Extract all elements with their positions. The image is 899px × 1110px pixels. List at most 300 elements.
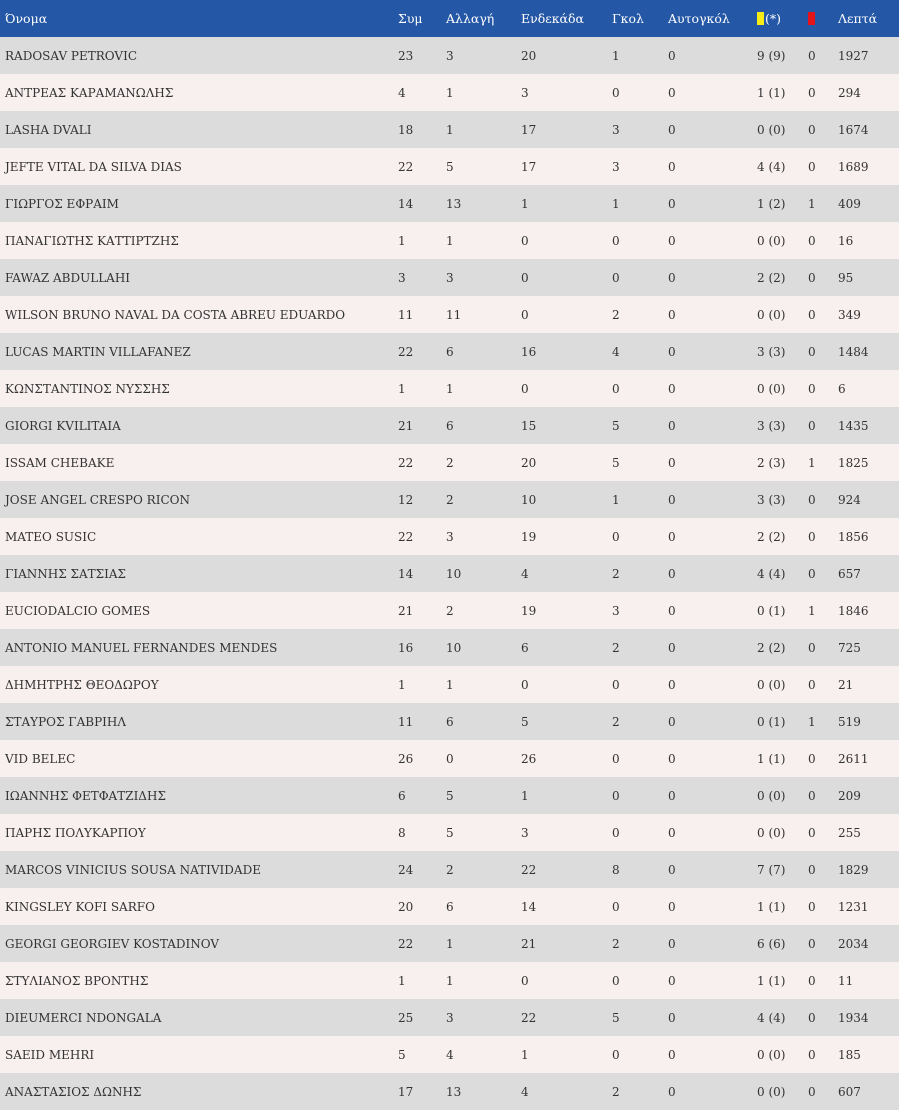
starts-cell: 4 [521,1084,529,1099]
red-cards-cell: 0 [808,973,816,988]
yellow-cards-cell: 0 (0) [757,122,786,137]
starts-cell: 20 [521,455,537,470]
table-row [0,185,899,222]
apps-cell: 8 [398,825,406,840]
starts-cell: 0 [521,307,529,322]
minutes-cell: 725 [838,640,861,655]
starts-cell: 5 [521,714,529,729]
player-name-cell[interactable]: ANTONIO MANUEL FERNANDES MENDES [5,640,278,655]
red-cards-cell: 0 [808,270,816,285]
apps-cell: 12 [398,492,414,507]
goals-cell: 0 [612,751,620,766]
red-cards-cell: 0 [808,936,816,951]
red-cards-cell: 0 [808,825,816,840]
apps-cell: 1 [398,233,406,248]
yellow-cards-cell: 9 (9) [757,48,786,63]
table-row [0,962,899,999]
player-name-cell[interactable]: DIEUMERCI NDONGALA [5,1010,162,1025]
red-cards-cell: 0 [808,899,816,914]
goals-cell: 2 [612,714,620,729]
minutes-cell: 1846 [838,603,869,618]
own-goals-cell: 0 [668,973,676,988]
red-cards-cell: 0 [808,492,816,507]
goals-cell: 3 [612,603,620,618]
yellow-cards-cell: 1 (1) [757,85,786,100]
red-cards-cell: 0 [808,529,816,544]
yellow-cards-cell: 4 (4) [757,566,786,581]
player-name-cell[interactable]: GEORGI GEORGIEV KOSTADINOV [5,936,220,951]
goals-cell: 2 [612,1084,620,1099]
starts-cell: 3 [521,85,529,100]
apps-cell: 3 [398,270,406,285]
table-row [0,1073,899,1110]
red-cards-cell: 0 [808,307,816,322]
player-name-cell[interactable]: ΓΙΑΝΝΗΣ ΣΑΤΣΙΑΣ [5,566,127,581]
yellow-cards-cell: 1 (1) [757,973,786,988]
starts-cell: 1 [521,196,529,211]
subs-cell: 1 [446,973,454,988]
subs-cell: 10 [446,566,462,581]
starts-cell: 21 [521,936,537,951]
goals-cell: 2 [612,936,620,951]
apps-cell: 11 [398,714,414,729]
starts-cell: 19 [521,529,537,544]
red-cards-cell: 1 [808,603,816,618]
subs-cell: 1 [446,381,454,396]
yellow-cards-cell: 1 (1) [757,751,786,766]
table-row [0,703,899,740]
col-header-goals[interactable]: Γκολ [612,11,644,26]
own-goals-cell: 0 [668,603,676,618]
minutes-cell: 924 [838,492,861,507]
apps-cell: 22 [398,936,414,951]
subs-cell: 13 [446,1084,462,1099]
subs-cell: 3 [446,270,454,285]
starts-cell: 0 [521,270,529,285]
starts-cell: 14 [521,899,537,914]
red-cards-cell: 0 [808,788,816,803]
subs-cell: 2 [446,455,454,470]
goals-cell: 0 [612,973,620,988]
starts-cell: 15 [521,418,537,433]
table-row [0,259,899,296]
starts-cell: 22 [521,862,537,877]
subs-cell: 5 [446,825,454,840]
yellow-cards-cell: 1 (1) [757,899,786,914]
starts-cell: 10 [521,492,537,507]
starts-cell: 26 [521,751,537,766]
yellow-cards-cell: 0 (0) [757,1084,786,1099]
yellow-header-suffix: (*) [765,11,782,26]
minutes-cell: 1934 [838,1010,869,1025]
apps-cell: 1 [398,973,406,988]
subs-cell: 10 [446,640,462,655]
minutes-cell: 1856 [838,529,869,544]
own-goals-cell: 0 [668,455,676,470]
own-goals-cell: 0 [668,85,676,100]
minutes-cell: 607 [838,1084,861,1099]
apps-cell: 4 [398,85,406,100]
own-goals-cell: 0 [668,640,676,655]
starts-cell: 1 [521,788,529,803]
apps-cell: 23 [398,48,414,63]
apps-cell: 1 [398,677,406,692]
col-header-starts[interactable]: Ενδεκάδα [521,11,584,26]
player-name-cell[interactable]: ΙΩΑΝΝΗΣ ΦΕΤΦΑΤΖΙΔΗΣ [5,788,166,803]
subs-cell: 1 [446,122,454,137]
table-row [0,370,899,407]
own-goals-cell: 0 [668,233,676,248]
subs-cell: 6 [446,344,454,359]
minutes-cell: 21 [838,677,854,692]
yellow-cards-cell: 1 (2) [757,196,786,211]
table-row [0,37,899,74]
table-row [0,629,899,666]
red-cards-cell: 0 [808,751,816,766]
starts-cell: 0 [521,973,529,988]
table-row [0,222,899,259]
table-row [0,925,899,962]
minutes-cell: 16 [838,233,854,248]
subs-cell: 6 [446,899,454,914]
apps-cell: 17 [398,1084,414,1099]
yellow-cards-cell: 4 (4) [757,1010,786,1025]
yellow-cards-cell: 2 (2) [757,529,786,544]
table-row [0,518,899,555]
table-row [0,999,899,1036]
goals-cell: 5 [612,418,620,433]
player-name-cell[interactable]: FAWAZ ABDULLAHI [5,270,131,285]
starts-cell: 20 [521,48,537,63]
subs-cell: 11 [446,307,462,322]
table-row [0,481,899,518]
player-name-cell[interactable]: ΔΗΜΗΤΡΗΣ ΘΕΟΔΩΡΟΥ [5,677,159,692]
apps-cell: 24 [398,862,414,877]
subs-cell: 2 [446,492,454,507]
starts-cell: 1 [521,1047,529,1062]
player-name-cell[interactable]: VID BELEC [5,751,76,766]
player-name-cell[interactable]: LUCAS MARTIN VILLAFANEZ [5,344,191,359]
table-row [0,666,899,703]
subs-cell: 0 [446,751,454,766]
starts-cell: 22 [521,1010,537,1025]
col-header-name[interactable]: Όνομα [5,11,48,26]
goals-cell: 1 [612,492,620,507]
col-header-yellow[interactable] [757,0,808,37]
yellow-cards-cell: 2 (2) [757,270,786,285]
own-goals-cell: 0 [668,862,676,877]
starts-cell: 0 [521,677,529,692]
red-cards-cell: 0 [808,233,816,248]
yellow-cards-cell: 2 (2) [757,640,786,655]
player-name-cell[interactable]: ΠΑΝΑΓΙΩΤΗΣ ΚΑΤΤΙΡΤΖΗΣ [5,233,179,248]
player-name-cell[interactable]: KINGSLEY KOFI SARFO [5,899,155,914]
col-header-own-goals[interactable]: Αυτογκόλ [668,11,730,26]
red-cards-cell: 1 [808,196,816,211]
player-name-cell[interactable]: ΑΝΤΡΕΑΣ ΚΑΡΑΜΑΝΩΛΗΣ [5,85,174,100]
col-header-subs[interactable]: Αλλαγή [446,11,495,26]
subs-cell: 6 [446,714,454,729]
player-name-cell[interactable]: RADOSAV PETROVIC [5,48,138,63]
own-goals-cell: 0 [668,936,676,951]
table-row [0,740,899,777]
red-cards-cell: 0 [808,418,816,433]
own-goals-cell: 0 [668,122,676,137]
subs-cell: 5 [446,788,454,803]
own-goals-cell: 0 [668,344,676,359]
red-cards-cell: 0 [808,381,816,396]
player-name-cell[interactable]: JEFTE VITAL DA SILVA DIAS [5,159,182,174]
apps-cell: 21 [398,418,414,433]
red-cards-cell: 1 [808,714,816,729]
subs-cell: 5 [446,159,454,174]
subs-cell: 3 [446,1010,454,1025]
subs-cell: 3 [446,48,454,63]
starts-cell: 4 [521,566,529,581]
own-goals-cell: 0 [668,677,676,692]
table-row [0,1036,899,1073]
goals-cell: 0 [612,233,620,248]
subs-cell: 1 [446,677,454,692]
yellow-cards-cell: 3 (3) [757,418,786,433]
col-header-red[interactable] [808,0,838,37]
red-cards-cell: 0 [808,1084,816,1099]
minutes-cell: 95 [838,270,854,285]
subs-cell: 2 [446,862,454,877]
table-row [0,851,899,888]
starts-cell: 17 [521,159,537,174]
own-goals-cell: 0 [668,899,676,914]
minutes-cell: 2034 [838,936,869,951]
minutes-cell: 1674 [838,122,869,137]
minutes-cell: 1829 [838,862,869,877]
minutes-cell: 209 [838,788,861,803]
player-name-cell[interactable]: ΑΝΑΣΤΑΣΙΟΣ ΔΩΝΗΣ [5,1084,142,1099]
table-row [0,407,899,444]
table-row [0,296,899,333]
yellow-cards-cell: 3 (3) [757,344,786,359]
starts-cell: 6 [521,640,529,655]
subs-cell: 1 [446,936,454,951]
yellow-cards-cell: 6 (6) [757,936,786,951]
starts-cell: 0 [521,381,529,396]
apps-cell: 22 [398,455,414,470]
own-goals-cell: 0 [668,196,676,211]
player-name-cell[interactable]: JOSE ANGEL CRESPO RICON [5,492,190,507]
apps-cell: 22 [398,529,414,544]
minutes-cell: 349 [838,307,861,322]
header-row [0,0,899,37]
goals-cell: 1 [612,48,620,63]
apps-cell: 11 [398,307,414,322]
red-cards-cell: 0 [808,48,816,63]
table-row [0,888,899,925]
minutes-cell: 6 [838,381,846,396]
player-name-cell[interactable]: MATEO SUSIC [5,529,97,544]
minutes-cell: 1484 [838,344,869,359]
starts-cell: 19 [521,603,537,618]
starts-cell: 16 [521,344,537,359]
red-cards-cell: 0 [808,677,816,692]
player-name-cell[interactable]: WILSON BRUNO NAVAL DA COSTA ABREU EDUARDO [5,307,346,322]
goals-cell: 4 [612,344,620,359]
goals-cell: 0 [612,529,620,544]
yellow-cards-cell: 0 (0) [757,1047,786,1062]
goals-cell: 0 [612,85,620,100]
yellow-cards-cell: 4 (4) [757,159,786,174]
table-row [0,555,899,592]
apps-cell: 14 [398,566,414,581]
yellow-cards-cell: 0 (0) [757,825,786,840]
subs-cell: 6 [446,418,454,433]
goals-cell: 2 [612,640,620,655]
table-row [0,333,899,370]
player-name-cell[interactable]: EUCIODALCIO GOMES [5,603,151,618]
col-header-minutes[interactable]: Λεπτά [838,11,878,26]
own-goals-cell: 0 [668,48,676,63]
player-name-cell[interactable]: ΣΤΥΛΙΑΝΟΣ ΒΡΟΝΤΗΣ [5,973,149,988]
apps-cell: 18 [398,122,414,137]
yellow-cards-cell: 0 (0) [757,381,786,396]
own-goals-cell: 0 [668,381,676,396]
goals-cell: 0 [612,788,620,803]
red-cards-cell: 0 [808,85,816,100]
goals-cell: 2 [612,307,620,322]
yellow-cards-cell: 0 (0) [757,677,786,692]
own-goals-cell: 0 [668,492,676,507]
own-goals-cell: 0 [668,566,676,581]
own-goals-cell: 0 [668,788,676,803]
red-cards-cell: 0 [808,159,816,174]
red-cards-cell: 0 [808,1010,816,1025]
yellow-cards-cell: 0 (1) [757,714,786,729]
own-goals-cell: 0 [668,714,676,729]
player-name-cell[interactable]: ΠΑΡΗΣ ΠΟΛΥΚΑΡΠΟΥ [5,825,146,840]
own-goals-cell: 0 [668,1010,676,1025]
apps-cell: 21 [398,603,414,618]
minutes-cell: 1689 [838,159,869,174]
table-row [0,111,899,148]
apps-cell: 1 [398,381,406,396]
yellow-cards-cell: 0 (0) [757,233,786,248]
own-goals-cell: 0 [668,159,676,174]
player-name-cell[interactable]: LASHA DVALI [5,122,92,137]
starts-cell: 3 [521,825,529,840]
player-name-cell[interactable]: ISSAM CHEBAKE [5,455,115,470]
player-name-cell[interactable]: GIORGI KVILITAIA [5,418,121,433]
red-cards-cell: 0 [808,1047,816,1062]
minutes-cell: 519 [838,714,861,729]
goals-cell: 1 [612,196,620,211]
yellow-cards-cell: 7 (7) [757,862,786,877]
yellow-cards-cell: 0 (0) [757,788,786,803]
apps-cell: 14 [398,196,414,211]
apps-cell: 22 [398,159,414,174]
starts-cell: 0 [521,233,529,248]
subs-cell: 3 [446,529,454,544]
minutes-cell: 2611 [838,751,869,766]
goals-cell: 0 [612,1047,620,1062]
goals-cell: 5 [612,455,620,470]
player-name-cell[interactable]: SAEID MEHRI [5,1047,95,1062]
player-name-cell[interactable]: MARCOS VINICIUS SOUSA NATIVIDADE [5,862,261,877]
own-goals-cell: 0 [668,307,676,322]
minutes-cell: 1435 [838,418,869,433]
minutes-cell: 11 [838,973,854,988]
yellow-cards-cell: 3 (3) [757,492,786,507]
goals-cell: 0 [612,899,620,914]
red-cards-cell: 0 [808,566,816,581]
goals-cell: 0 [612,825,620,840]
own-goals-cell: 0 [668,825,676,840]
apps-cell: 26 [398,751,414,766]
red-cards-cell: 0 [808,640,816,655]
goals-cell: 0 [612,270,620,285]
subs-cell: 4 [446,1047,454,1062]
player-name-cell[interactable]: ΓΙΩΡΓΟΣ ΕΦΡΑΙΜ [5,196,119,211]
red-cards-cell: 0 [808,122,816,137]
player-name-cell[interactable]: ΣΤΑΥΡΟΣ ΓΑΒΡΙΗΛ [5,714,127,729]
own-goals-cell: 0 [668,1047,676,1062]
apps-cell: 25 [398,1010,414,1025]
own-goals-cell: 0 [668,270,676,285]
apps-cell: 22 [398,344,414,359]
subs-cell: 13 [446,196,462,211]
table-row [0,444,899,481]
yellow-card-icon [757,12,764,25]
goals-cell: 2 [612,566,620,581]
own-goals-cell: 0 [668,1084,676,1099]
goals-cell: 8 [612,862,620,877]
starts-cell: 17 [521,122,537,137]
red-card-icon [808,12,815,25]
table-row [0,777,899,814]
own-goals-cell: 0 [668,751,676,766]
yellow-cards-cell: 0 (1) [757,603,786,618]
minutes-cell: 1231 [838,899,869,914]
table-row [0,148,899,185]
goals-cell: 0 [612,677,620,692]
apps-cell: 6 [398,788,406,803]
col-header-apps[interactable]: Συμ [398,11,423,26]
own-goals-cell: 0 [668,529,676,544]
red-cards-cell: 0 [808,862,816,877]
minutes-cell: 657 [838,566,861,581]
minutes-cell: 409 [838,196,861,211]
apps-cell: 20 [398,899,414,914]
minutes-cell: 255 [838,825,861,840]
goals-cell: 3 [612,122,620,137]
apps-cell: 5 [398,1047,406,1062]
minutes-cell: 1825 [838,455,869,470]
table-row [0,74,899,111]
table-row [0,592,899,629]
player-name-cell[interactable]: ΚΩΝΣΤΑΝΤΙΝΟΣ ΝΥΣΣΗΣ [5,381,170,396]
subs-cell: 2 [446,603,454,618]
goals-cell: 0 [612,381,620,396]
red-cards-cell: 0 [808,344,816,359]
subs-cell: 1 [446,85,454,100]
apps-cell: 16 [398,640,414,655]
own-goals-cell: 0 [668,418,676,433]
minutes-cell: 294 [838,85,861,100]
minutes-cell: 185 [838,1047,861,1062]
yellow-cards-cell: 2 (3) [757,455,786,470]
minutes-cell: 1927 [838,48,869,63]
goals-cell: 3 [612,159,620,174]
subs-cell: 1 [446,233,454,248]
red-cards-cell: 1 [808,455,816,470]
